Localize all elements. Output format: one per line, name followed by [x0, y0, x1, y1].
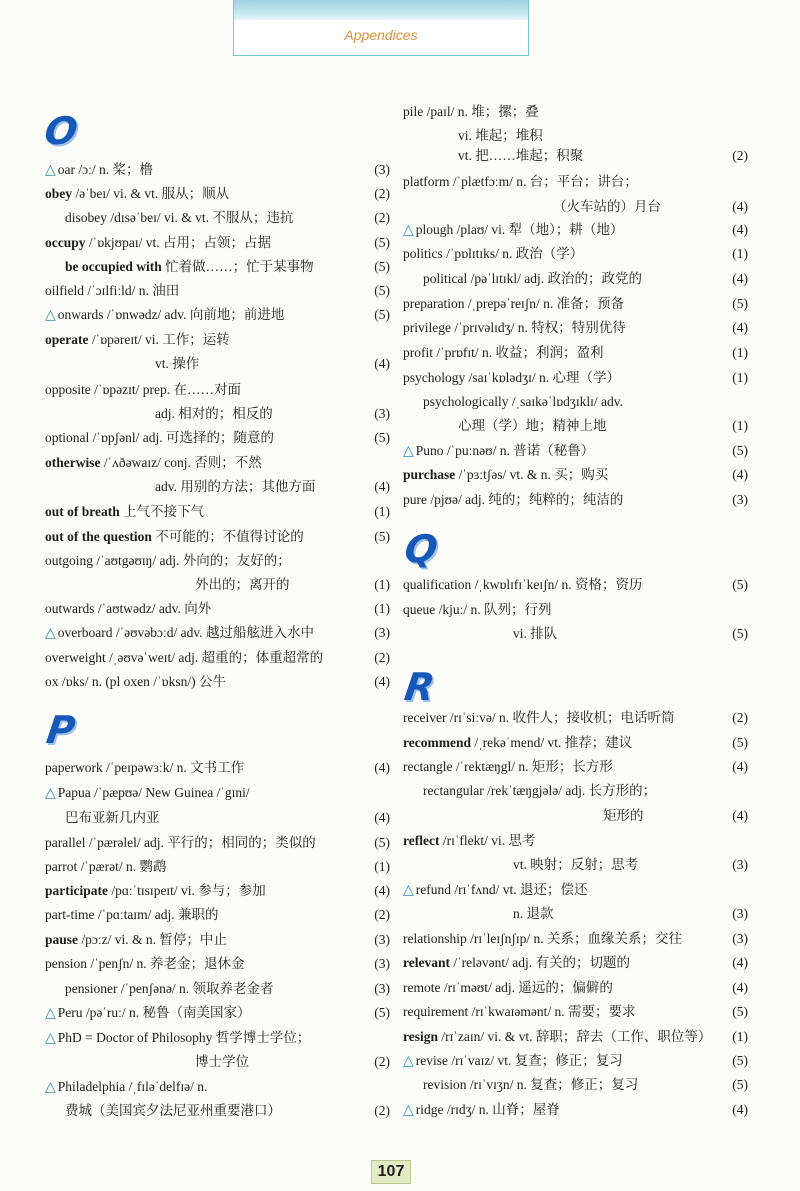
entry-row [45, 857, 390, 877]
entry-row [45, 808, 390, 828]
entry-text: relevant /ˈreləvənt/ adj. 有关的；切题的 [403, 955, 630, 970]
entry-row [45, 783, 390, 804]
unit-number: (5) [732, 735, 748, 750]
entry-row [45, 1028, 390, 1049]
entry-row [45, 930, 390, 950]
unit-number: (5) [374, 307, 390, 322]
entry-text: privilege /ˈprɪvəlɪdʒ/ n. 特权；特别优待 [403, 320, 626, 335]
unit-number: (2) [374, 907, 390, 922]
entry-row [403, 624, 748, 644]
entry-row [403, 343, 748, 363]
unit-number: (5) [374, 529, 390, 544]
entry-row [403, 1027, 748, 1047]
entry-row [403, 929, 748, 949]
entry-row [45, 208, 390, 228]
unit-number: (4) [732, 955, 748, 970]
unit-number: (3) [374, 956, 390, 971]
entry-row [403, 600, 748, 620]
triangle-icon: △ [45, 626, 56, 641]
triangle-icon: △ [45, 163, 56, 178]
entry-row [403, 392, 748, 412]
triangle-icon: △ [403, 223, 414, 238]
entry-row [45, 428, 390, 448]
entry-text: refund /rɪˈfʌnd/ vt. 退还；偿还 [415, 882, 588, 897]
entry-text: qualification /ˌkwɒlɪfɪˈkeɪʃn/ n. 资格；资历 [403, 577, 643, 592]
entry-text: psychology /saɪˈkɒlədʒɪ/ n. 心理（学） [403, 370, 621, 385]
entry-text: vi. 排队 [513, 626, 558, 641]
triangle-icon: △ [45, 308, 56, 323]
triangle-icon: △ [403, 883, 414, 898]
entry-text: vt. 把……堆起；积聚 [458, 148, 584, 163]
entry-text: plough /plaʊ/ vi. 犁（地）；耕（地） [415, 222, 624, 237]
entry-row [45, 160, 390, 181]
entry-row [403, 146, 748, 166]
entry-row [403, 1075, 748, 1095]
entry-row [403, 490, 748, 510]
unit-number: (2) [374, 650, 390, 665]
entry-text: paperwork /ˈpeɪpəwɜːk/ n. 文书工作 [45, 760, 245, 775]
entry-text: Philadelphia /ˌfɪləˈdelfɪə/ n. [57, 1079, 208, 1094]
unit-number: (4) [374, 883, 390, 898]
entry-text: oilfield /ˈɔɪlfiːld/ n. 油田 [45, 283, 180, 298]
entry-text: optional /ˈɒpʃənl/ adj. 可选择的；随意的 [45, 430, 275, 445]
entry-text: oar /ɔː/ n. 桨；橹 [57, 162, 154, 177]
unit-number: (4) [732, 320, 748, 335]
entry-text: pensioner /ˈpenʃənə/ n. 领取养老金者 [65, 981, 274, 996]
unit-number: (3) [374, 406, 390, 421]
entry-text: rectangle /ˈrektæŋgl/ n. 矩形；长方形 [403, 759, 613, 774]
entry-text: 矩形的 [603, 808, 644, 823]
unit-number: (2) [374, 186, 390, 201]
entry-row [45, 354, 390, 374]
entry-row [45, 833, 390, 853]
unit-number: (4) [732, 1102, 748, 1117]
unit-number: (1) [732, 418, 748, 433]
entry-text: pause /pɔːz/ vi. & n. 暂停；中止 [45, 932, 227, 947]
unit-number: (4) [732, 980, 748, 995]
entry-text: out of breath 上气不接下气 [45, 504, 205, 519]
entry-row [45, 453, 390, 473]
entry-text: adv. 用别的方法；其他方面 [155, 479, 316, 494]
entry-row [403, 1002, 748, 1022]
entry-row [403, 575, 748, 595]
entry-row [45, 527, 390, 547]
unit-number: (4) [732, 467, 748, 482]
unit-number: (1) [732, 1029, 748, 1044]
entry-row [45, 599, 390, 619]
entry-text: revise /rɪˈvaɪz/ vt. 复查；修正；复习 [415, 1053, 623, 1068]
entry-row [403, 220, 748, 241]
entry-text: 博士学位 [195, 1054, 249, 1069]
section-letter-r: R [401, 665, 438, 709]
entry-row [403, 318, 748, 338]
entry-text: purchase /ˈpɜːtʃəs/ vt. & n. 买；购买 [403, 467, 609, 482]
entry-row [45, 502, 390, 522]
entry-row [403, 904, 748, 924]
unit-number: (4) [732, 808, 748, 823]
entry-row [403, 1100, 748, 1121]
entry-row [403, 416, 748, 436]
unit-number: (2) [374, 1103, 390, 1118]
entry-row [403, 1051, 748, 1072]
entry-text: relationship /rɪˈleɪʃnʃɪp/ n. 关系；血缘关系；交往 [403, 931, 682, 946]
unit-number: (2) [374, 210, 390, 225]
entry-row [403, 197, 748, 217]
unit-number: (4) [374, 760, 390, 775]
entry-row [45, 257, 390, 277]
entry-row [45, 648, 390, 668]
entry-text: outwards /ˈaʊtwədz/ adv. 向外 [45, 601, 212, 616]
unit-number: (5) [374, 835, 390, 850]
entry-text: profit /ˈprɒfɪt/ n. 收益；利润；盈利 [403, 345, 604, 360]
unit-number: (3) [374, 932, 390, 947]
entry-row [403, 757, 748, 777]
unit-number: (1) [374, 504, 390, 519]
unit-number: (1) [732, 345, 748, 360]
unit-number: (4) [374, 810, 390, 825]
entry-text: participate /pɑːˈtɪsɪpeɪt/ vi. 参与；参加 [45, 883, 266, 898]
entry-row [403, 172, 748, 192]
entry-row [403, 880, 748, 901]
entry-text: vt. 操作 [155, 356, 200, 371]
entry-row [403, 953, 748, 973]
entry-row [403, 441, 748, 462]
entry-row [403, 733, 748, 753]
unit-number: (5) [374, 1005, 390, 1020]
unit-number: (3) [732, 857, 748, 872]
entry-text: Papua /ˈpæpʊə/ New Guinea /ˈgɪni/ [57, 785, 250, 800]
entry-text: Peru /pəˈruː/ n. 秘鲁（南美国家） [57, 1005, 251, 1020]
entry-text: receiver /rɪˈsiːvə/ n. 收件人；接收机；电话听筒 [403, 710, 675, 725]
entry-text: operate /ˈɒpəreɪt/ vi. 工作；运转 [45, 332, 230, 347]
entry-row [45, 404, 390, 424]
entry-row [45, 305, 390, 326]
triangle-icon: △ [403, 1103, 414, 1118]
unit-number: (4) [732, 271, 748, 286]
entry-row [45, 672, 390, 692]
unit-number: (4) [374, 479, 390, 494]
entry-text: ridge /rɪdʒ/ n. 山脊；屋脊 [415, 1102, 560, 1117]
entry-row [403, 855, 748, 875]
entry-row [403, 102, 748, 122]
unit-number: (2) [732, 148, 748, 163]
entry-text: outgoing /ˈaʊtgəʊɪŋ/ adj. 外向的；友好的； [45, 553, 291, 568]
unit-number: (2) [374, 1054, 390, 1069]
entry-text: opposite /ˈɒpəzɪt/ prep. 在……对面 [45, 382, 242, 397]
page-number: 107 [371, 1160, 411, 1184]
entry-text: obey /əˈbeɪ/ vi. & vt. 服从；顺从 [45, 186, 230, 201]
entry-row [403, 126, 748, 146]
unit-number: (1) [732, 246, 748, 261]
entry-text: 巴布亚新几内亚 [65, 810, 160, 825]
section-letter-q: Q [401, 527, 441, 571]
unit-number: (3) [374, 981, 390, 996]
entry-row [403, 368, 748, 388]
unit-number: (3) [374, 625, 390, 640]
entry-text: platform /ˈplætfɔːm/ n. 台；平台；讲台； [403, 174, 638, 189]
entry-row [403, 269, 748, 289]
unit-number: (4) [732, 199, 748, 214]
entry-row [45, 1101, 390, 1121]
entry-text: out of the question 不可能的；不值得讨论的 [45, 529, 304, 544]
entry-text: politics /ˈpɒlɪtɪks/ n. 政治（学） [403, 246, 584, 261]
entry-row [403, 244, 748, 264]
entry-text: revision /rɪˈvɪʒn/ n. 复查；修正；复习 [423, 1077, 639, 1092]
unit-number: (1) [374, 577, 390, 592]
unit-number: (4) [732, 759, 748, 774]
unit-number: (1) [732, 370, 748, 385]
unit-number: (1) [374, 859, 390, 874]
entry-text: 费城（美国宾夕法尼亚州重要港口） [65, 1103, 281, 1118]
entry-text: overboard /ˈəʊvəbɔːd/ adv. 越过船舷进入水中 [57, 625, 315, 640]
entry-text: parallel /ˈpærəlel/ adj. 平行的；相同的；类似的 [45, 835, 316, 850]
entry-row [403, 708, 748, 728]
entry-text: pure /pjʊə/ adj. 纯的；纯粹的；纯洁的 [403, 492, 624, 507]
triangle-icon: △ [45, 786, 56, 801]
entry-text: disobey /dɪsəˈbeɪ/ vi. & vt. 不服从；违抗 [65, 210, 294, 225]
entry-text: rectangular /rekˈtæŋgjələ/ adj. 长方形的； [423, 783, 657, 798]
unit-number: (4) [374, 674, 390, 689]
entry-text: 心理（学）地；精神上地 [458, 418, 607, 433]
entry-row [45, 477, 390, 497]
entry-row [45, 1003, 390, 1024]
entry-row [45, 233, 390, 253]
unit-number: (5) [732, 577, 748, 592]
section-title: Appendices [344, 27, 418, 43]
unit-number: (5) [732, 443, 748, 458]
entry-text: PhD = Doctor of Philosophy 哲学博士学位； [57, 1030, 311, 1045]
entry-text: pension /ˈpenʃn/ n. 养老金；退休金 [45, 956, 245, 971]
entry-text: political /pəˈlɪtɪkl/ adj. 政治的；政党的 [423, 271, 642, 286]
entry-text: ox /ɒks/ n. (pl oxen /ˈɒksn/) 公牛 [45, 674, 226, 689]
unit-number: (5) [374, 283, 390, 298]
entry-row [403, 294, 748, 314]
entry-text: Puno /ˈpuːnəʊ/ n. 普诺（秘鲁） [415, 443, 595, 458]
entry-text: vt. 映射；反射；思考 [513, 857, 639, 872]
entry-row [45, 758, 390, 778]
entry-text: parrot /ˈpærət/ n. 鹦鹉 [45, 859, 167, 874]
triangle-icon: △ [403, 444, 414, 459]
entry-text: queue /kjuː/ n. 队列；行列 [403, 602, 552, 617]
unit-number: (3) [732, 492, 748, 507]
entry-row [45, 1077, 390, 1098]
entry-text: pile /paɪl/ n. 堆；摞；叠 [403, 104, 539, 119]
entry-row [45, 954, 390, 974]
unit-number: (5) [374, 259, 390, 274]
entry-text: recommend /ˌrekəˈmend/ vt. 推荐；建议 [403, 735, 633, 750]
entry-row [403, 978, 748, 998]
entry-text: occupy /ˈɒkjʊpaɪ/ vt. 占用；占领；占据 [45, 235, 271, 250]
section-letter-o: O [41, 109, 81, 153]
triangle-icon: △ [45, 1031, 56, 1046]
triangle-icon: △ [45, 1080, 56, 1095]
entry-row [403, 831, 748, 851]
entry-text: psychologically /ˌsaɪkəˈlɒdʒɪklɪ/ adv. [423, 394, 624, 409]
entry-text: resign /rɪˈzaɪn/ vi. & vt. 辞职；辞去（工作、职位等） [403, 1029, 712, 1044]
entry-row [45, 330, 390, 350]
entry-text: overweight /ˌəʊvəˈweɪt/ adj. 超重的；体重超常的 [45, 650, 324, 665]
unit-number: (5) [374, 235, 390, 250]
entry-text: otherwise /ˈʌðəwaɪz/ conj. 否则；不然 [45, 455, 262, 470]
entry-row [45, 184, 390, 204]
unit-number: (4) [732, 222, 748, 237]
unit-number: (1) [374, 601, 390, 616]
entry-row [45, 575, 390, 595]
entry-text: onwards /ˈɒnwədz/ adv. 向前地；前进地 [57, 307, 285, 322]
entry-text: preparation /ˌprepəˈreɪʃn/ n. 准备；预备 [403, 296, 625, 311]
unit-number: (5) [732, 1004, 748, 1019]
entry-text: n. 退款 [513, 906, 554, 921]
unit-number: (3) [732, 906, 748, 921]
entry-text: be occupied with 忙着做……；忙于某事物 [65, 259, 314, 274]
entry-text: adj. 相对的；相反的 [155, 406, 273, 421]
unit-number: (2) [732, 710, 748, 725]
entry-row [45, 905, 390, 925]
triangle-icon: △ [45, 1006, 56, 1021]
entry-text: 外出的；离开的 [195, 577, 290, 592]
triangle-icon: △ [403, 1054, 414, 1069]
entry-row [45, 551, 390, 571]
entry-text: requirement /rɪˈkwaɪəmənt/ n. 需要；要求 [403, 1004, 636, 1019]
unit-number: (5) [732, 1053, 748, 1068]
unit-number: (3) [374, 162, 390, 177]
entry-row [45, 380, 390, 400]
unit-number: (5) [732, 626, 748, 641]
entry-text: part-time /ˈpɑːtaɪm/ adj. 兼职的 [45, 907, 219, 922]
entry-row [45, 979, 390, 999]
water-image [234, 0, 528, 20]
unit-number: (3) [732, 931, 748, 946]
entry-text: reflect /rɪˈflekt/ vi. 思考 [403, 833, 536, 848]
header-banner [233, 0, 529, 56]
entry-text: （火车站的）月台 [553, 199, 661, 214]
entry-row [403, 465, 748, 485]
entry-row [45, 623, 390, 644]
unit-number: (4) [374, 356, 390, 371]
unit-number: (5) [732, 296, 748, 311]
entry-row [403, 781, 748, 801]
entry-row [45, 281, 390, 301]
unit-number: (5) [732, 1077, 748, 1092]
unit-number: (5) [374, 430, 390, 445]
entry-text: vi. 堆起；堆积 [458, 128, 543, 143]
entry-text: remote /rɪˈməʊt/ adj. 遥远的；偏僻的 [403, 980, 613, 995]
section-letter-p: P [43, 708, 78, 752]
entry-row [45, 881, 390, 901]
entry-row [45, 1052, 390, 1072]
entry-row [403, 806, 748, 826]
